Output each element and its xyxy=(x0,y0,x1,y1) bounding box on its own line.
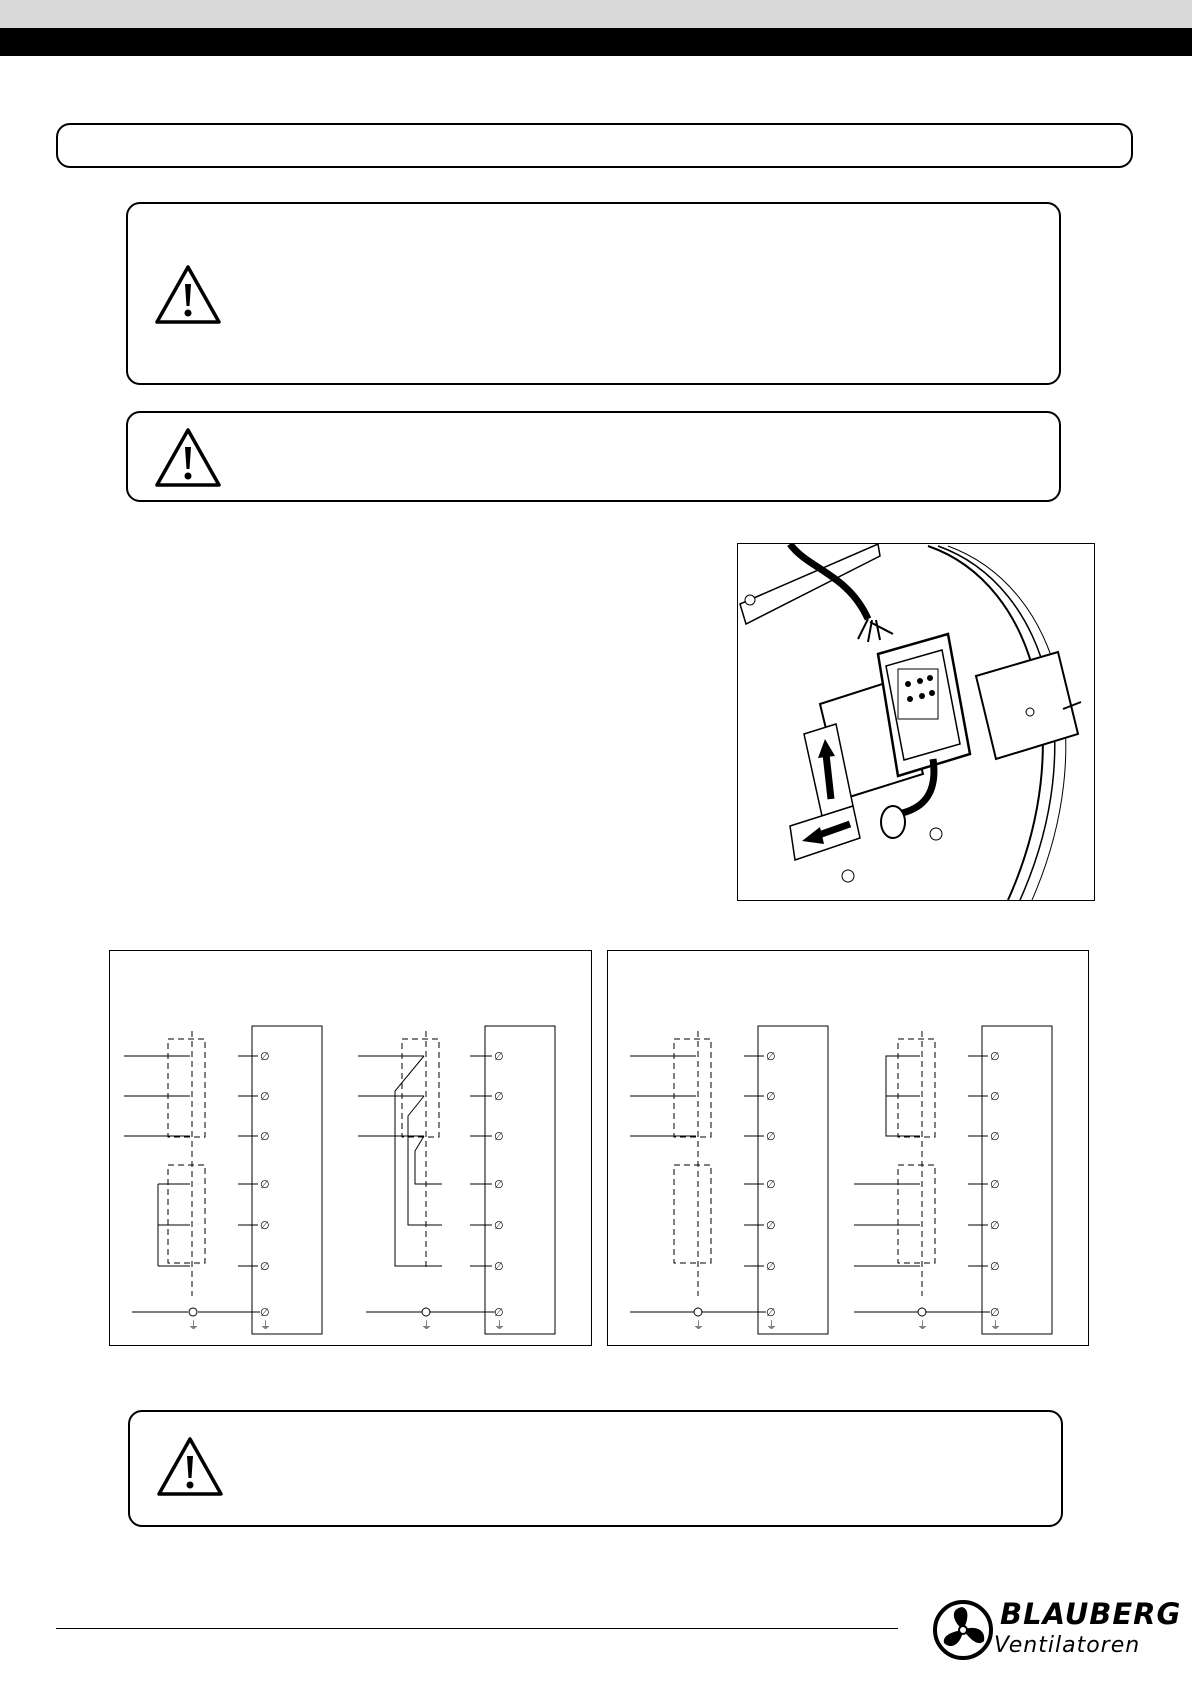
warning-box-1 xyxy=(126,202,1061,385)
earth-symbol: ⏚ xyxy=(421,1319,432,1332)
terminal-symbol: ∅ xyxy=(990,1090,1000,1103)
earth-symbol: ⏚ xyxy=(188,1319,199,1332)
junction-box-photo xyxy=(738,544,1094,900)
wiring-diagram-right xyxy=(608,951,1088,1345)
terminal-symbol: ∅ xyxy=(766,1090,776,1103)
earth-symbol: ⏚ xyxy=(990,1319,1001,1332)
terminal-symbol: ∅ xyxy=(494,1219,504,1232)
terminal-symbol: ∅ xyxy=(260,1050,270,1063)
footer-rule xyxy=(56,1628,898,1629)
terminal-symbol: ∅ xyxy=(260,1178,270,1191)
terminal-symbol: ∅ xyxy=(766,1130,776,1143)
blauberg-logo xyxy=(932,1595,1182,1665)
warning-triangle-icon xyxy=(154,264,222,326)
logo-sub-text: Ventilatoren xyxy=(994,1633,1141,1658)
earth-symbol: ⏚ xyxy=(494,1319,505,1332)
warning-box-3 xyxy=(128,1410,1063,1527)
terminal-symbol: ∅ xyxy=(990,1260,1000,1273)
terminal-symbol: ∅ xyxy=(990,1306,1000,1319)
terminal-symbol: ∅ xyxy=(260,1219,270,1232)
terminal-symbol: ∅ xyxy=(766,1260,776,1273)
fan-logo-icon xyxy=(932,1599,994,1661)
terminal-symbol: ∅ xyxy=(766,1178,776,1191)
terminal-symbol: ∅ xyxy=(494,1090,504,1103)
terminal-symbol: ∅ xyxy=(260,1090,270,1103)
warning-box-2 xyxy=(126,411,1061,502)
header-black-bar xyxy=(0,28,1192,56)
terminal-symbol: ∅ xyxy=(260,1130,270,1143)
terminal-symbol: ∅ xyxy=(494,1050,504,1063)
earth-symbol: ⏚ xyxy=(693,1319,704,1332)
terminal-symbol: ∅ xyxy=(494,1130,504,1143)
terminal-symbol: ∅ xyxy=(494,1260,504,1273)
terminal-symbol: ∅ xyxy=(494,1178,504,1191)
wiring-diagram-left xyxy=(110,951,591,1345)
terminal-symbol: ∅ xyxy=(990,1130,1000,1143)
terminal-symbol: ∅ xyxy=(494,1306,504,1319)
terminal-symbol: ∅ xyxy=(766,1050,776,1063)
wiring-diagram-panel-left xyxy=(109,950,592,1346)
earth-symbol: ⏚ xyxy=(260,1319,271,1332)
wiring-diagram-panel-right xyxy=(607,950,1089,1346)
junction-box-drawing xyxy=(737,543,1095,901)
terminal-symbol: ∅ xyxy=(766,1306,776,1319)
terminal-symbol: ∅ xyxy=(990,1219,1000,1232)
terminal-symbol: ∅ xyxy=(990,1178,1000,1191)
warning-triangle-icon xyxy=(154,427,222,489)
terminal-symbol: ∅ xyxy=(260,1306,270,1319)
earth-symbol: ⏚ xyxy=(917,1319,928,1332)
terminal-symbol: ∅ xyxy=(766,1219,776,1232)
terminal-symbol: ∅ xyxy=(260,1260,270,1273)
earth-symbol: ⏚ xyxy=(766,1319,777,1332)
warning-triangle-icon xyxy=(156,1436,224,1498)
terminal-symbol: ∅ xyxy=(990,1050,1000,1063)
section-header-box xyxy=(56,123,1133,168)
top-gray-band xyxy=(0,0,1192,28)
logo-brand-text: BLAUBERG xyxy=(1000,1597,1182,1631)
